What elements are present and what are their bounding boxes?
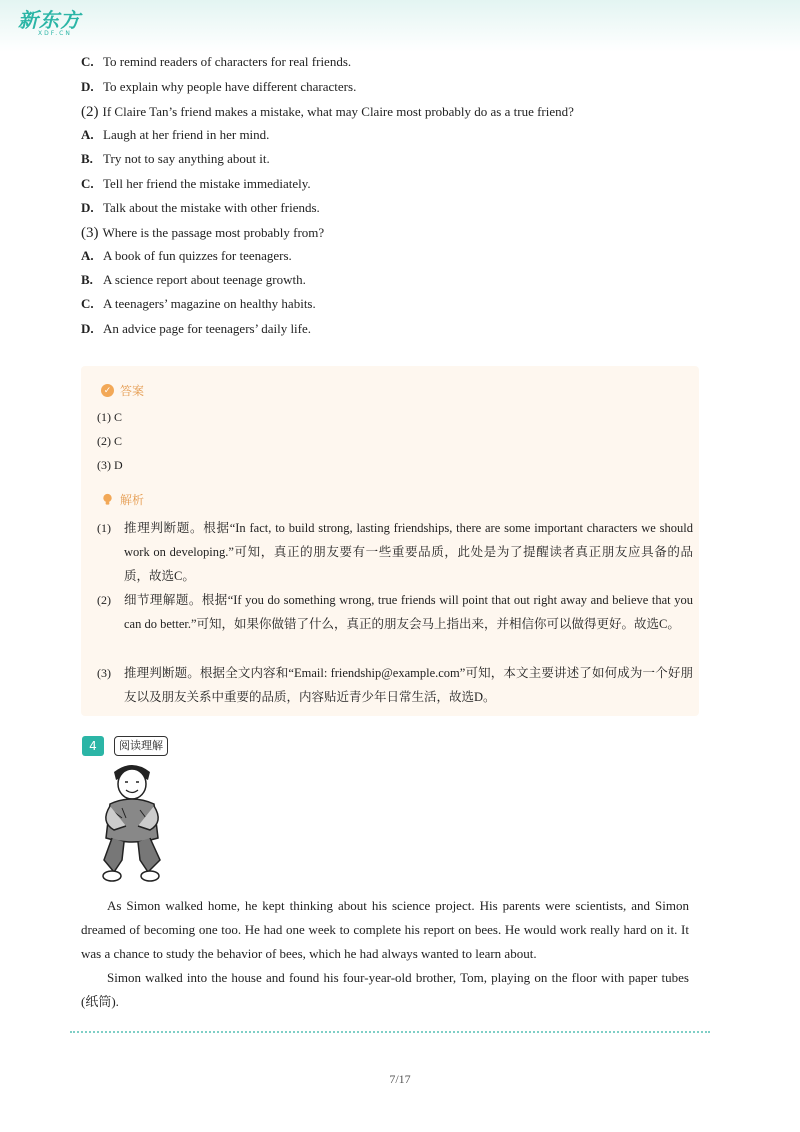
analysis-title: 解析 (120, 493, 145, 507)
logo-subtext: XDF.CN (38, 30, 72, 37)
check-icon: ✓ (101, 384, 114, 397)
option-item: D. To explain why people have different characters. (81, 79, 357, 94)
option-item: C. Tell her friend the mistake immediately. (81, 176, 311, 191)
option-item: A. Laugh at her friend in her mind. (81, 127, 270, 142)
analysis-header (101, 491, 144, 508)
question-number-badge: 4 (82, 736, 104, 756)
answer-panel (81, 366, 699, 716)
lightbulb-icon (101, 493, 114, 506)
passage-paragraph: Simon walked into the house and found his four-year-old brother, Tom, playing on the floor with paper tubes (纸筒). (81, 970, 689, 1009)
page-number: 7/17 (389, 1072, 411, 1086)
section-divider (70, 1031, 710, 1033)
option-item: B. Try not to say anything about it. (81, 151, 270, 166)
option-item: B. A science report about teenage growth. (81, 272, 306, 287)
question-2: (2) If Claire Tan’s friend makes a mistake, what may Claire most probably do as a true friend? (81, 104, 574, 120)
analysis-item: (3) 推理判断题。根据全文内容和“Email: friendship@example.com”可知，本文主要讲述了如何成为一个好朋友以及朋友关系中重要的品质，内容贴近青少年日常生活，故选D。 (97, 666, 693, 704)
answer-item: (2) C (97, 434, 122, 448)
boy-illustration (92, 760, 172, 888)
answer-item: (1) C (97, 410, 122, 424)
passage-paragraph: As Simon walked home, he kept thinking about his science project. His parents were scientists, and Simon dreamed of becoming one too. He had one week to complete his report on bees. He would work really hard on it. It was a chance to study the behavior of bees, which he had always wanted to learn about. (81, 898, 689, 961)
brand-logo (18, 10, 81, 38)
question-type-tag: 阅读理解 (114, 736, 168, 756)
question-3: (3) Where is the passage most probably from? (81, 225, 325, 241)
answer-header (101, 382, 144, 399)
option-item: A. A book of fun quizzes for teenagers. (81, 248, 292, 263)
option-item: C. A teenagers’ magazine on healthy habits. (81, 296, 316, 311)
answer-item: (3) D (97, 458, 123, 472)
option-item: D. Talk about the mistake with other friends. (81, 200, 320, 215)
analysis-item: (1) 推理判断题。根据“In fact, to build strong, lasting friendships, there are some important characters we should work on developing.”可知，真正的朋友要有一些重要品质，此处是为了提醒读者真正朋友应具备的品质，故选C。 (97, 521, 693, 583)
option-item: D. An advice page for teenagers’ daily life. (81, 321, 312, 336)
answer-title: 答案 (120, 384, 145, 398)
analysis-item: (2) 细节理解题。根据“If you do something wrong, true friends will point that out right away and believe that you can do better.”可知，如果你做错了什么，真正的朋友会马上指出来，并相信你可以做得更好。故选C。 (97, 593, 693, 631)
header-band (0, 0, 800, 52)
logo-text: 新东方 (18, 8, 81, 32)
option-item: C. To remind readers of characters for real friends. (81, 54, 352, 69)
